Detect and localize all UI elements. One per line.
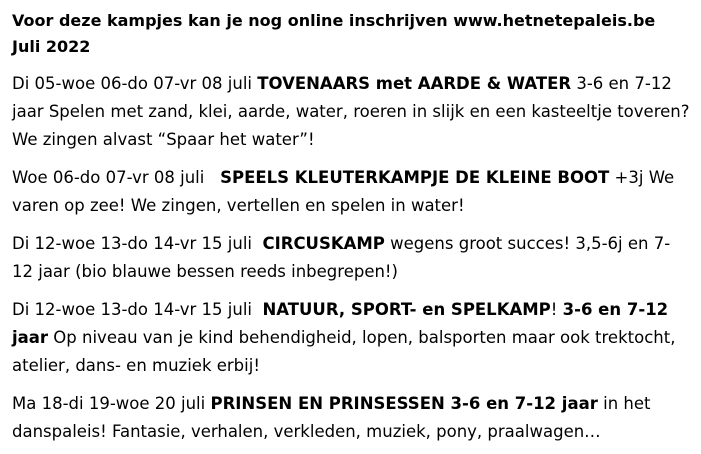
header (12, 8, 691, 60)
camp-title: SPEELS KLEUTERKAMPJE DE KLEINE BOOT (220, 168, 610, 187)
camp-age-range: 3-6 en 7-12 jaar (12, 300, 669, 347)
camp-description: in het danspaleis! Fantasie, verhalen, verkleden, muziek, pony, praalwagen… (12, 394, 651, 441)
camp-entry-prinsen (12, 390, 691, 446)
camp-entry-circuskamp (12, 230, 691, 286)
header-month: Juli 2022 (12, 37, 91, 56)
camp-entry-natuur-sport-spel (12, 296, 691, 380)
header-intro: Voor deze kampjes kan je nog online inschrijven www.hetnetepaleis.be (12, 11, 656, 30)
camp-description: 3-6 en 7-12 jaar Spelen met zand, klei, aarde, water, roeren in slijk en een kasteeltje toveren? We zingen alvast “Spaar het water”! (12, 74, 690, 149)
camp-title-separator: ! (550, 300, 563, 319)
camp-title: PRINSEN EN PRINSESSEN 3-6 en 7-12 jaar (210, 394, 598, 413)
camp-dates: Di 05-woe 06-do 07-vr 08 juli (12, 74, 258, 93)
camp-description: +3j We varen op zee! We zingen, vertellen en spelen in water! (12, 168, 675, 215)
camp-dates: Di 12-woe 13-do 14-vr 15 juli (12, 234, 263, 253)
camp-entry-tovenaars (12, 70, 691, 154)
camp-entry-kleuterkampje (12, 164, 691, 220)
camp-description: Op niveau van je kind behendigheid, lopen, balsporten maar ook trektocht, atelier, dans- en muziek erbij! (12, 328, 676, 375)
camp-dates: Di 12-woe 13-do 14-vr 15 juli (12, 300, 263, 319)
camp-description: wegens groot succes! 3,5-6j en 7-12 jaar (bio blauwe bessen reeds inbegrepen!) (12, 234, 671, 281)
camp-title: NATUUR, SPORT- en SPELKAMP (262, 300, 551, 319)
camp-title: CIRCUSKAMP (262, 234, 385, 253)
camp-title: TOVENAARS met AARDE & WATER (257, 74, 572, 93)
camp-dates: Woe 06-do 07-vr 08 juli (12, 168, 221, 187)
camp-dates: Ma 18-di 19-woe 20 juli (12, 394, 211, 413)
